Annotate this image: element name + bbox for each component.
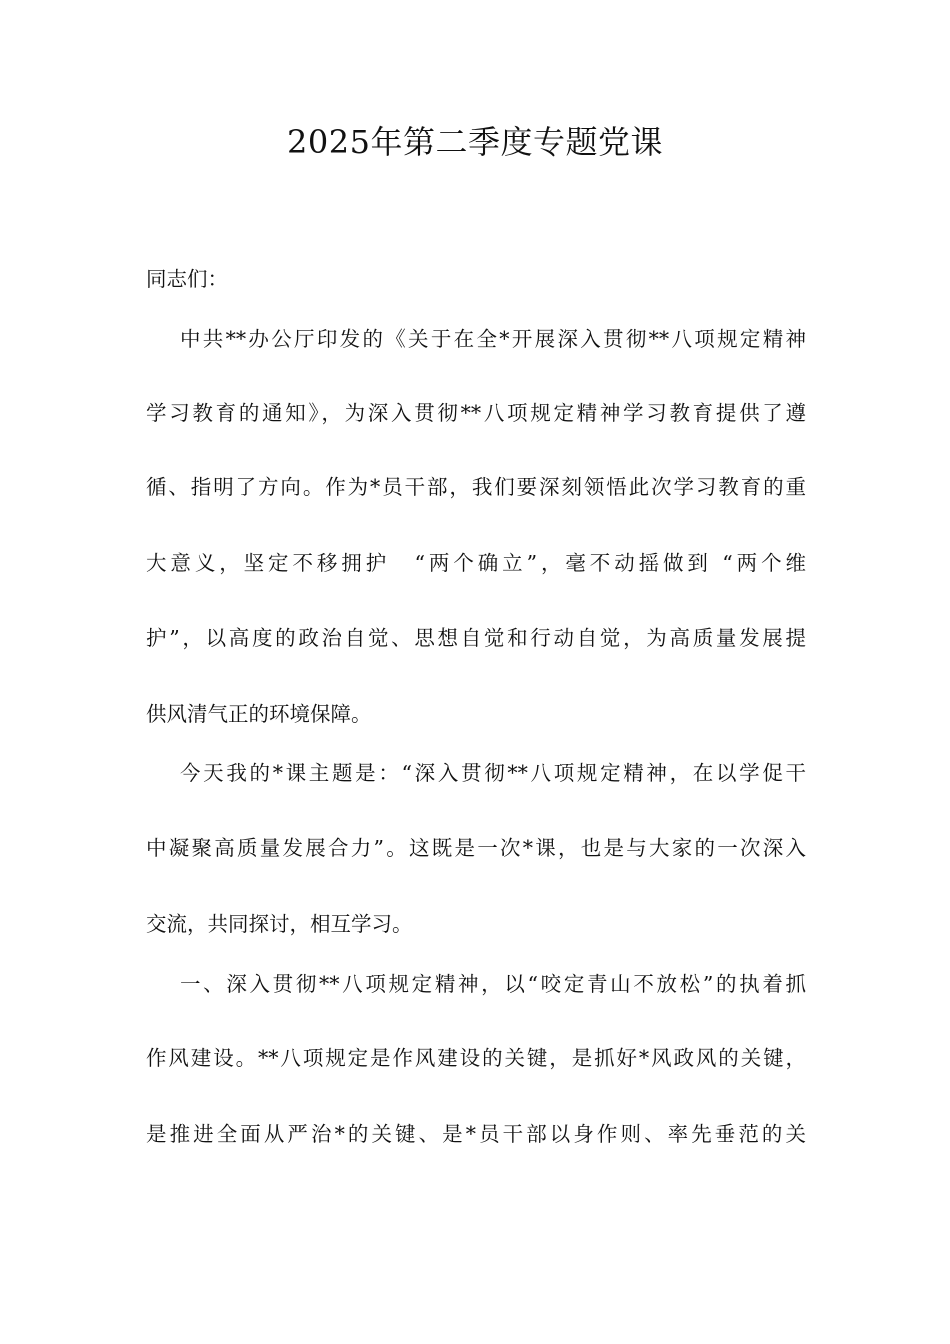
paragraph-1-line-6: 供风清气正的环境保障。 bbox=[146, 702, 372, 726]
paragraph-1-line-3: 循、指明了方向。作为*员干部，我们要深刻领悟此次学习教育的重 bbox=[146, 475, 806, 499]
paragraph-3-line-1: 一、深入贯彻**八项规定精神，以“咬定青山不放松”的执着抓 bbox=[180, 972, 806, 996]
paragraph-3-line-3: 是推进全面从严治*的关键、是*员干部以身作则、率先垂范的关 bbox=[146, 1122, 806, 1146]
paragraph-1-line-4: 大意义，坚定不移拥护 “两个确立”，毫不动摇做到 “两个维 bbox=[146, 551, 806, 575]
document-title: 2025年第二季度专题党课 bbox=[287, 123, 663, 161]
paragraph-1-line-5: 护”，以高度的政治自觉、思想自觉和行动自觉，为高质量发展提 bbox=[146, 626, 806, 650]
paragraph-1-line-1: 中共**办公厅印发的《关于在全*开展深入贯彻**八项规定精神 bbox=[180, 327, 806, 351]
paragraph-1-line-2: 学习教育的通知》，为深入贯彻**八项规定精神学习教育提供了遵 bbox=[146, 401, 806, 425]
greeting: 同志们： bbox=[146, 267, 228, 291]
paragraph-2-line-2: 中凝聚高质量发展合力”。这既是一次*课，也是与大家的一次深入 bbox=[146, 836, 806, 860]
paragraph-2-line-1: 今天我的*课主题是：“深入贯彻**八项规定精神，在以学促干 bbox=[180, 761, 806, 785]
paragraph-3-line-2: 作风建设。**八项规定是作风建设的关键，是抓好*风政风的关键， bbox=[146, 1046, 806, 1070]
paragraph-2-line-3: 交流，共同探讨，相互学习。 bbox=[146, 912, 413, 936]
